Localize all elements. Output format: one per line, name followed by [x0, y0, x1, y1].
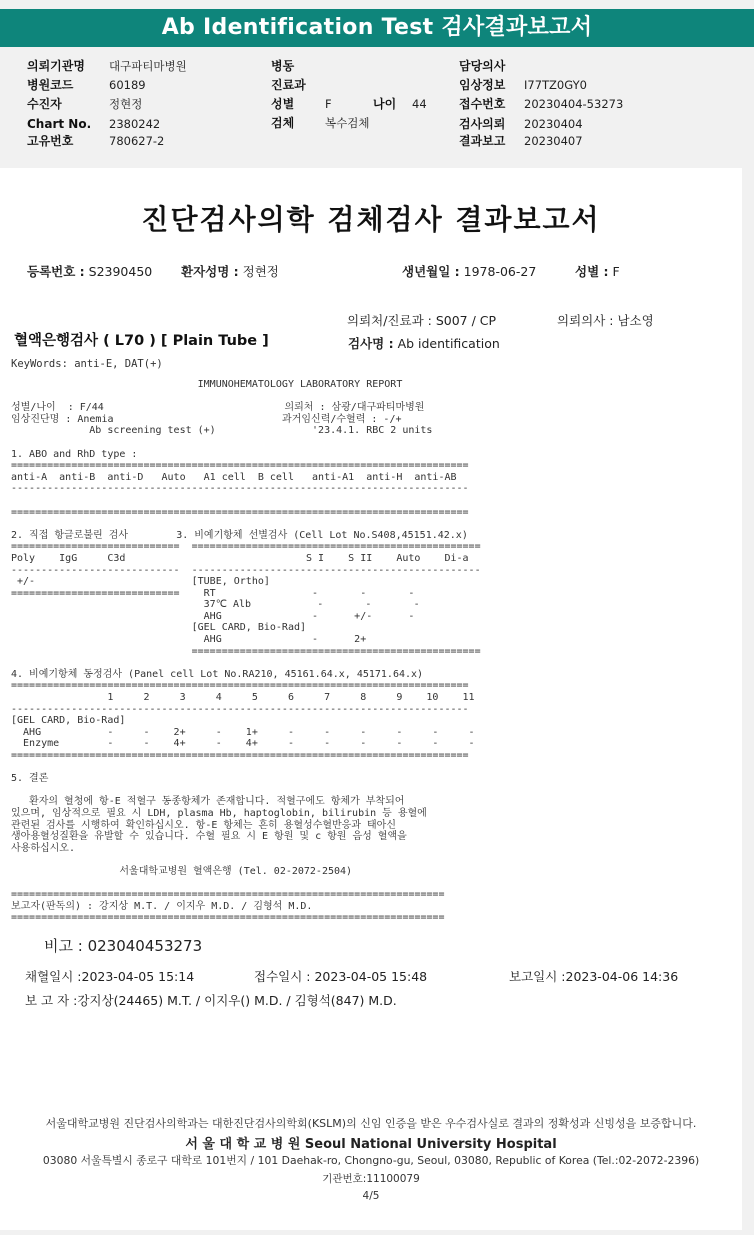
test-category: 혈액은행검사 ( L70 ) [ Plain Tube ] — [14, 333, 269, 349]
info-row-chart-no: Chart No. — [27, 117, 92, 131]
collection-datetime: 채혈일시 :2023-04-05 15:14 — [25, 969, 195, 984]
info-row-age: 나이 — [373, 97, 397, 111]
info-row-test-request: 검사의뢰 — [459, 117, 506, 131]
info-row-patient: 수진자 — [27, 97, 62, 111]
scanned-report — [0, 168, 742, 1230]
info-value-institution: 대구파티마병원 — [109, 59, 187, 73]
page-number: 4/5 — [362, 1190, 380, 1202]
remark: 비고 : 023040453273 — [44, 937, 203, 955]
info-value-hospital-code: 60189 — [109, 78, 146, 92]
info-row-receipt-no: 접수번호 — [459, 97, 506, 111]
hospital-address: 03080 서울특별시 종로구 대학로 101번지 / 101 Daehak-ro, Chongno-gu, Seoul, 03080, Republic of Korea (Tel.:02-2072-2396) — [42, 1154, 700, 1167]
report-title-bar: Ab Identification Test 검사결과보고서 — [0, 9, 754, 47]
info-value-age: 44 — [412, 97, 427, 111]
info-value-unique-no: 780627-2 — [109, 134, 165, 148]
report-datetime: 보고일시 :2023-04-06 14:36 — [509, 969, 679, 984]
requesting-department: 의뢰처/진료과 : S007 / CP — [347, 313, 497, 328]
info-row-ward: 병동 — [271, 59, 295, 73]
certification-note: 서울대학교병원 진단검사의학과는 대한진단검사의학회(KSLM)의 신임 인증을 받은 우수검사실로 결과의 정확성과 신빙성을 보증합니다. — [45, 1117, 697, 1130]
keywords: KeyWords: anti-E, DAT(+) — [11, 358, 163, 370]
info-value-patient: 정현정 — [109, 97, 143, 111]
receipt-datetime: 접수일시 : 2023-04-05 15:48 — [254, 969, 428, 984]
registration-number: 등록번호 : S2390450 — [27, 264, 153, 279]
patient-name: 환자성명 : 정현정 — [181, 264, 279, 279]
info-value-clinical-info: I77TZ0GY0 — [524, 78, 587, 92]
info-value-test-request: 20230404 — [524, 117, 583, 131]
reporters: 보 고 자 :강지상(24465) M.T. / 이지우() M.D. / 김형석(847) M.D. — [25, 993, 397, 1008]
patient-sex: 성별 : F — [575, 264, 620, 279]
info-row-physician: 담당의사 — [459, 59, 506, 73]
info-row-clinical-info: 임상정보 — [459, 78, 506, 92]
lab-report-body: IMMUNOHEMATOLOGY LABORATORY REPORT 성별/나이 : F/44 의뢰처 : 삼광/대구파티마병원 임상진단명 : Anemia 과거임신력/수혈력 : -/+ Ab screening test (+) '23.4.1. RBC 2 units 1. ABO and RhD type : ============================================================================ anti-A anti-B anti-D Auto A1 cell B cell anti-A1 anti-H anti-AB ---------------------------------------------------------------------------- ============================================================================ 2. 직접 항글로불린 검사 3. 비예기항체 선별검사 (Cell Lot No.S408,45151.42.x) ============================ ================================================ Poly IgG C3d S I S II Auto Di-a ---------------------------- ------------------------------------------------ +/- [TUBE, Ortho] ============================ RT - - - 37℃ Alb - - - AHG - +/- - [GEL CARD, Bio-Rad] AHG - 2+ ================================================ 4. 비예기항체 동정검사 (Panel cell Lot No.RA210, 45161.64.x, 45171.64.x) ============================================================================ 1 2 3 4 5 6 7 8 9 10 11 ---------------------------------------------------------------------------- [GEL CARD, Bio-Rad] AHG - - 2+ - 1+ - - - - - - Enzyme - - 4+ - 4+ - - - - - - ============================================================================ 5. 결론 환자의 혈청에 항-E 적혈구 동종항체가 존재합니다. 적혈구에도 항체가 부착되어 있으며, 임상적으로 필요 시 LDH, plasma Hb, haptoglobin, bilirubin 등 용혈에 관련된 검사를 시행하여 확인하십시오. 항-E 항체는 흔히 용혈성수혈반응과 태아신 생아용혈성질환을 유발할 수 있습니다. 수혈 필요 시 E 항원 및 c 항원 음성 혈액을 사용하십시오. 서울대학교병원 혈액은행 (Tel. 02-2072-2504) ======================================================================== 보고자(판독의) : 강지상 M.T. / 이지우 M.D. / 김형석 M.D. ======================================================================== — [11, 379, 481, 924]
info-value-sex: F — [325, 97, 332, 111]
info-value-receipt-no: 20230404-53273 — [524, 97, 624, 111]
birth-date: 생년월일 : 1978-06-27 — [402, 264, 537, 279]
info-row-specimen: 검체 — [271, 116, 295, 130]
info-value-chart-no: 2380242 — [109, 117, 161, 131]
info-row-unique-no: 고유번호 — [27, 134, 74, 148]
institution-number: 기관번호:11100079 — [322, 1173, 420, 1185]
info-row-result-report: 결과보고 — [459, 134, 506, 148]
hospital-name: 서 울 대 학 교 병 원 Seoul National University Hospital — [185, 1137, 557, 1152]
info-row-department: 진료과 — [271, 78, 306, 92]
requesting-doctor: 의뢰의사 : 남소영 — [557, 313, 654, 328]
info-row-institution: 의뢰기관명 — [27, 59, 85, 73]
info-row-hospital-code: 병원코드 — [27, 78, 74, 92]
exam-name: 검사명 : Ab identification — [348, 336, 500, 351]
report-main-title: 진단검사의학 검체검사 결과보고서 — [141, 203, 601, 236]
info-value-result-report: 20230407 — [524, 134, 583, 148]
info-row-sex: 성별 — [271, 97, 295, 111]
info-value-specimen: 복수검체 — [325, 116, 370, 130]
